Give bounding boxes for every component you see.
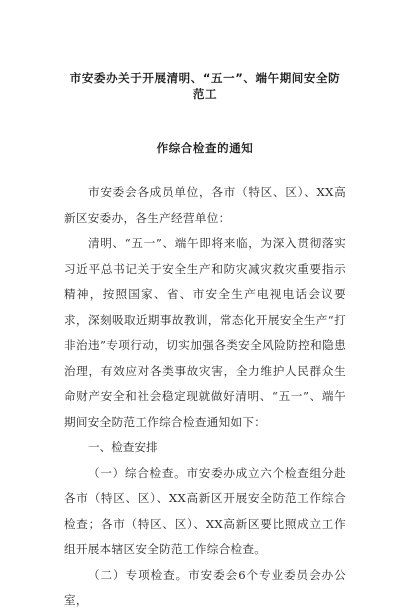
section-heading: 一、检查安排 — [88, 440, 158, 454]
document-title-line-2: 作综合检查的通知 — [156, 141, 254, 155]
section-item-1: （一）综合检查。市安委办成立六个检查组分赴各市（特区、区）、XX高新区开展安全防范工作综合检查；各市（特区、区）、XX高新区要比照成立工作组开展本辖区安全防范工作综合检查。 — [64, 465, 346, 556]
body-paragraph: 清明、“五一”、端午即将来临，为深入贯彻落实习近平总书记关于安全生产和防灾减灾救灾重要指示精神，按照国家、省、市安全生产电视电话会议要求，深刻吸取近期事故教训，常态化开展安全生产“打非治违”专项行动，切实加强各类安全风险防控和隐患治理，有效应对各类事故灾害，全力维护人民群众生命财产安全和社会稳定现就做好清明、“五一”、端午期间安全防范工作综合检查通知如下： — [64, 236, 346, 429]
salutation: 市安委会各成员单位，各市（特区、区）、XX高新区安委办，各生产经营单位： — [64, 185, 346, 225]
section-item-2: （二）专项检查。市安委会6个专业委员会办公室， — [64, 567, 346, 607]
document-title-line-1: 市安委办关于开展清明、“五一”、端午期间安全防范工 — [69, 71, 341, 101]
